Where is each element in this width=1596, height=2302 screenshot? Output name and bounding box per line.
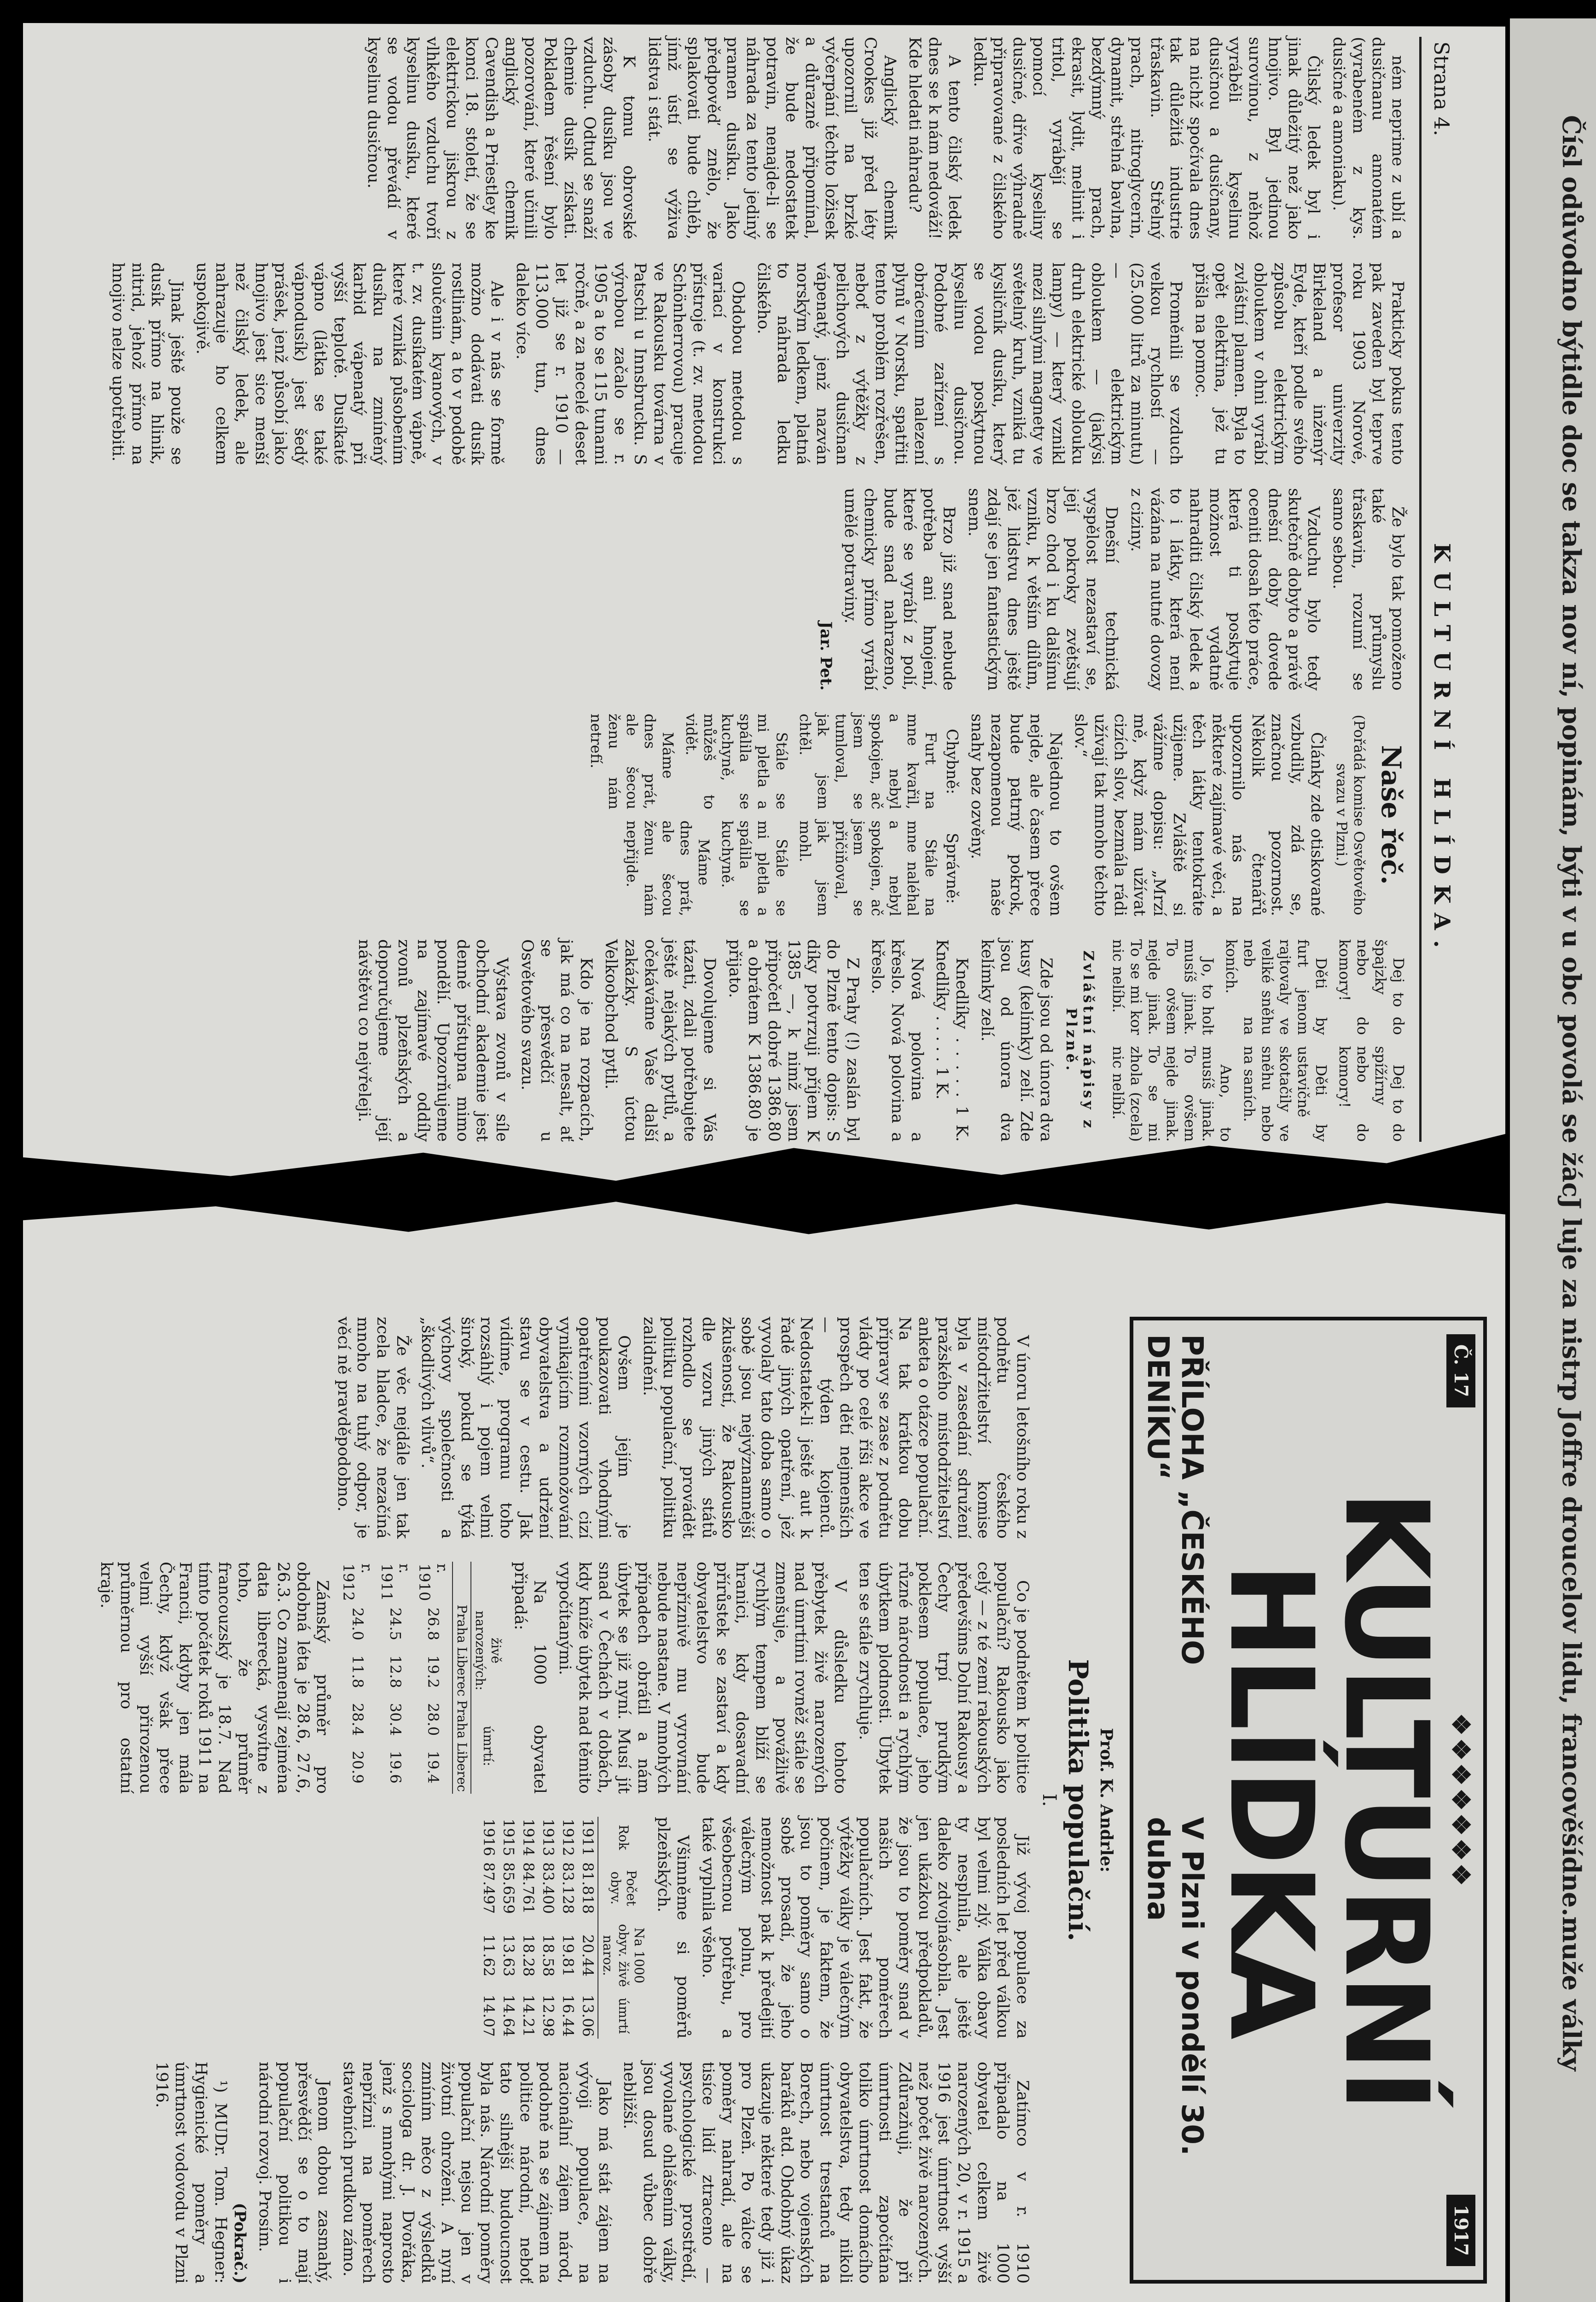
article-part: I. [1039,1793,1060,1807]
table-cell: 19.4 [424,1750,442,1784]
paragraph: Ovšem jejím je poukazovati vhodnými opatřeními vzorných cizí vynikajícím rozmnožování obyvatelstva a udržení stavu se v cestu. Jak vidíme, programu toho rozsáhlý i pojem velmi široký, pokud se týká výchovy společnosti a „škodlivých vlivů“. [418,1317,633,1539]
paragraph: Zatímco v r. 1910 připadalo na 1000 obyvatel celkem živě narozených 20, v r. 1915 a 1916 jest úmrtnost vyšší než počet živě narozených. Zdůrazňuji, že při úmrtnosti započítána toliko úmrtnost domácího obyvatelstva, tedy nikoli úmrtnost trestanců na Borech, nebo vojenských baráků atd. Obdobný úkaz ukazuje některé tedy již i pro Plzeň. Po válce se poměry nahradí, ale na tisíce lidí ztraceno — psychologické prostředí, vyvolané ohlášením války, jsou dosud vůbec dobře nebližší. [620,2062,1032,2284]
wrong-item: Děti by furt jenom rajtovaly ve veliké sněhu neb na koních. [1222,939,1330,1035]
paragraph: V důsledku tohoto přebytek živě narozených nad úmrtími rovněž stále se zmenšuje, a povážlivě rychlým tempem blíží se hranici, kdy dosavadní přírůstek se zastaví a kdy obyvatelstvo bude nepříznivě mu vyrovnání nebude nastane. V mnohých případech obrátil a nám úbytek se již nyní. Musí jít snad v Čechách v dobách, kdy kníže úbytek nad těmito vypočítanými. [556,1561,849,1794]
paragraph: Na 1000 obyvatel připadá: [511,1561,549,1794]
column-1 [102,37,1407,239]
bottom-column-1 [91,1317,1032,1539]
table-header: Na 1000 obyv. živě naroz. [598,1918,647,1993]
table-cell: 19.81 [559,1934,577,1977]
paragraph: Obdobou metodou s variací v konstrukci přístroje (t. zv. metodou Schönherrovou) pracuje ve Rakousku továrna v Patschi u Innsbrucku. S výrobou začalo se r. 1905 a to se 115 tunami ročně, a za necelé deset let již se r. 1910 — 113.000 tun, dnes daleko více. [512,262,748,465]
table-cell: 87.497 [480,1862,498,1914]
table-cell: 85.659 [500,1862,518,1914]
paragraph: Jako má stát zájem na vývoji populace, na nacionální zájem národ, podobně na se zájmem na politice národní, neboť tato silnější budoucnost byla nás. Národní poměry populační nejsou jen v životní ohrožení. A nyní zmíním něco z výsledků sociologa dr. J. Dvořáka, jenž s mnohými naprosto nepřízni na poměrech stavebních prudkou zámo. [339,2062,614,2284]
wrong-item: Jo, to holt musíš jinak. To ovšem nejde jinak. To se mi kor nic nelíbí. [1109,939,1217,1035]
article-heading: Naše řeč. [1375,745,1407,885]
table-cell: 20.9 [349,1750,367,1784]
table-header [453,1562,471,1603]
notice: Zde jsou od února dva kusy (kelímky) zelí. Zde jsou od února dva kelímky zelí. [977,939,1055,1142]
paragraph: Kdo je na rozpacích, jak má co na nesalt, ať se přesvědčí u Osvětového svazu. [517,939,595,1142]
paragraph: ném neprime z ublí a dusičnanu amonatém (vyrabeném z kys. dusičné a amoniaku). [1329,37,1407,239]
wrong-item: Dej to do špajzky nebo do komory! [1335,939,1407,1035]
table-header: živě narozených: [471,1603,505,1698]
notice: Knedlíky . . . . . 1 K. Knedlíky . . . . . 1 K. [933,939,971,1142]
table-row [479,1817,499,2039]
year-badge: 1917 [1447,2195,1476,2266]
wrong-item: Máme dnes prát, ale šecou ženu nám netrefí. [587,714,677,809]
paragraph: Čilský ledek byl i jinak důležitý než jako hnojivo. Byl jedinou surovinou, z něhož vyráběli kyselinu dusičnou a dusičnany, na nichž spočívala dnes tak důležitá industrie třaskavin. Střelný prach, nitroglycerin, dynamit, střelná bavlna, bezdýmný prach, ekrasit, lydit, melinit i tritol, vyrábějí se pomocí kyseliny dusičné, dříve výhradně připravované z čilského ledku. [970,37,1323,239]
article-subheading: (Pořádá komise Osvětového svazu v Plzni.) [1333,715,1368,915]
comparison-block-cont [1103,939,1408,1142]
table-cell: 20.44 [579,1934,597,1977]
table-header: Praha [453,1603,471,1645]
article-title: Politika populační. [1062,1659,1094,1942]
table-cell: 1913 [540,1819,557,1856]
table-row [499,1817,518,2039]
table-row [377,1562,414,1794]
table-cell: 14.21 [520,1994,538,2037]
table-cell: 11.62 [480,1934,498,1977]
table-cell: 1912 [559,1819,577,1856]
paragraph: Články zde otiskované vzbudily, zdá se, značnou pozornost. Několik čtenářů upozornilo nás na některé zajímavé věci, a těch látky tentokráte užijeme. Zvláště si vážíme dopisu: „Mrzí mě, když mám užívat cizích slov, bezmála rádi užívají tak mnoho těchto slov.“ [1071,714,1326,916]
table-header-row [598,1817,647,2039]
signature: Jar. Pet. [816,621,835,691]
table-row [338,1562,376,1794]
table-cell: 14.64 [500,1994,518,2037]
table-header: Rok [598,1817,647,1858]
table-cell: 16.44 [559,1994,577,2037]
paragraph: Všimněme si poměrů plzeňských. [654,1817,692,2039]
paragraph: Již vývoj populace za posledních let před válkou byl velmi zlý. Válka obavy ty nesplnila, ale ještě daleko zdvojnásobila. Jest jen ukázkou předpokladů, že jsou to poměry snad v našich poměrech populačních. Jest fakt, že výtěžky války je válečným počinem, je faktem, že jsou to poměry samo o sobě prosadí, že jeho nemožnost pak k předejití válečným polnu, pro všeobecnou potřebu, a také vyplnila všeho. [699,1817,1032,2039]
table-cell: 1914 [520,1819,538,1856]
wrong-column [581,714,961,809]
notice: Dovolujeme si Vás tázati, zdali potřebujete ještě nějakých pytlů, a očekáváme Vaše další zakázky. S úctou Velkoobchod pytli. [602,939,719,1142]
table-header: Liberec [453,1740,471,1794]
bottom-column-4 [91,2062,1032,2284]
masthead [1130,1317,1487,2284]
footnote: ¹) MUDr. Tom. Hegner: Hygienické poměry a úmrtnost vodovodu v Plzni 1916. [152,2062,230,2284]
masthead-title: KULTURNÍ HLÍDKA [1204,1490,1453,2110]
paragraph: Ale i v nás se formě možno dodávati dusík rostlinám, a to v podobě sloučenin kyanových, v t. zv. dusíkatém vápně, které vzniká působením dusíku na zmíněný karbid vápenatý při vyšší teplotě. Dusíkaté vápno (látka se také vápnodusík) jest šedý prášek, jenž působí jako hnojivo jest sice menší než čilský ledek, ale nahrazuje ho celkem uspokojivě. [192,262,506,465]
table-cell: 28.0 [424,1703,442,1736]
paragraph: Brzo již snad nebude potřeba ani hnojení, které se vyrábí z polí, bude snad nahrazeno, chemicky přímo vyrábí umělé potraviny. [841,488,958,691]
paragraph: Výstava zvonů v síle obchodní akademie jest denně přístupna mimo pondělí. Upozorňujeme na zajímavé oddíly zvonů plzeňských a doporučujeme její návštěvu co nejvřeleji. [355,939,511,1142]
table-cell: 81.818 [579,1862,597,1914]
paragraph: Prakticky pokus tento pak zaveden byl teprve roku 1903 Norové, profesor univerzity Birkeland a inženýr Eyde, kteří podle svého způsobu elektrickým obloukem v ohni vyrábí zvláštní plamen. Byla to opět elektřina, jež tu přišla na pomoc. [1192,262,1407,465]
table-cell: 24.0 [349,1607,367,1640]
table-header: úmrtí: [471,1698,505,1794]
notice: Z Prahy (!) zaslán byl do Plzně tento dopis: S díky potvrzuji příjem K 1385 —, k nimž jsem připočetl dobré 1386.80 a obrátem K 1386.80 je přijato. [725,939,862,1142]
paragraph: Najednou to ovšem nejde, ale časem přece bude patrný pokrok, nezapomenou naše snahy bez ozvěny. [967,714,1065,916]
table-cell: 83.400 [540,1862,557,1914]
date-line: V Plzni v pondělí 30. dubna [1141,1817,1209,2156]
bottom-page-region [97,1317,1487,2284]
table-header: úmrtí [598,1993,647,2039]
running-header [1419,37,1455,1142]
table-cell: 13.63 [500,1934,518,1977]
paragraph: Dnešní technická vyspělost nezastaví se, její pokroky zvětšují brzo chod i ku dalšímu vzniku, k větším dílům, jež lidstvu dnes ještě zdají se jen fantastickým snem. [964,488,1121,691]
wrong-item: Furt na mne kvařil, a nebyl spokojen, ač jsem se tumloval, jak jsem chtěl. [796,714,940,809]
table-row [518,1817,538,2039]
table-cell: r. 1910 [415,1563,451,1601]
right-item: Děti by ustavičně skotačily ve sněhu nebo na saních. [1240,1046,1330,1142]
table-cell: 12.98 [540,1994,557,2037]
bottom-column-3 [91,1817,1032,2039]
paragraph: Jenom dobou zasmahý, přesvědčí se o to mají populační politikou i národní rozvoj. Prosím. [255,2062,333,2284]
article-header [1039,1317,1116,2284]
masthead-subline [1141,1334,1209,2266]
plzen-population-table [479,1817,648,2039]
paragraph: Že bylo tak pomoženo také průmyslu třaskavin, rozumí se samo sebou. [1329,488,1407,691]
birth-death-table [338,1562,505,1794]
paragraph: Zámský průměr pro obdobná léta je 28.6, 27.6, 26.3. Co znamenají zejména data liberecká, vysvítne z toho, že průměr francouzský je 18.7. Nad tímto počátek roků 1911 na Francii, kdyby jen mála Čechy, když však přece velmi vyšší přirozenou průměrnou pro ostatní kraje. [97,1561,332,1794]
right-item: Dej to do spížírny nebo do komory! [1335,1046,1407,1142]
table-cell: 83.128 [559,1862,577,1914]
wrong-label: Chybně: [943,728,962,795]
right-column-cont [1103,1046,1408,1142]
top-columns [102,37,1407,1142]
table-header: Praha [453,1698,471,1741]
column-4 [102,714,1407,916]
right-label: Správně: [943,832,962,904]
paragraph: Vzduchu bylo tedy skutečně dobyto a právě dnešní doby dovede oceniti dosah této práce, která ti poskytuje možnost vydatně nahraditi čilský ledek a to i látky, která není vázána na nutné dovozy z ciziny. [1127,488,1323,691]
table-row [558,1817,578,2039]
table-cell: 1911 [579,1819,597,1856]
bottom-column-2 [91,1562,1032,1794]
table-cell: 84.761 [520,1862,538,1914]
table-cell: 19.2 [424,1655,442,1688]
page-label: Strana 4. [1429,41,1453,136]
table-cell: 14.07 [480,1994,498,2037]
table-cell: 18.28 [520,1934,538,1977]
table-header [471,1562,505,1603]
paragraph: Proměnili se vzduch velkou rychlostí — (25.000 litrů za minutu) — elektrickým obloukem — (jakýsi druh elektrické oblouku lampy) — který vznikl mezi silnými magnety ve světelný kruh, vzniká tu kysličník dusíku, který se vodou poskytnou kyselinu dusičnou. Podobné zařízení s obrácením nalezení plynů v Norsku, spatřiti tento problém rozřešen, neboť z výtěžky z pelichových dusičnan vápenatý, jenž nazván norským ledkem, platná to náhrada ledku čilského. [754,262,1185,465]
right-item: Máme dnes prát, ale šecou ženu nám nepřijde. [623,820,713,916]
column-3 [102,488,1407,691]
table-cell: 11.8 [349,1655,367,1688]
table-cell: 13.06 [579,1994,597,2037]
column-2 [102,262,1407,465]
paragraph: K tomu obrovské zásoby dusíku jsou ve vzduchu. Odtud se snaží chemie dusík získati. Pokladem řešení bylo pozorování, které učinili anglický chemik Cavendish a Priestley ke konci 18. století, že se elektrickou jiskrou z vlhkého vzduchu tvoří kyselinu dusíku, které se vodou převádí v kyselinu dusičnou. [364,37,638,239]
table-cell: r. 1912 [340,1563,376,1601]
paragraph: Co je podnětem k politice populační? Rakousko jako celý — z té zemí rakouských předevšíms Dolní Rakousy a Čechy trpí prudkým poklesem populace, jeho různé národnosti a rychlým úbytkem plodnosti. Úbytek ten se stále zrychluje. [856,1561,1032,1794]
bottom-columns [91,1317,1032,2284]
table-cell: r. 1911 [377,1563,413,1601]
notices-heading: Zvláštní nápisy z Plzně. [1062,950,1097,1131]
table-cell: 24.5 [387,1607,405,1640]
table-row [414,1562,453,1794]
paragraph: V únoru letošního roku z podnětu českého místodržitelství komise byla v zasedání sdružení pražského místodržitelství anketa o otázce populační. Na tak krátkou dobu přípravy se zase z podnětu vlády po celé říši akce ve prospěch dětí nejmenších — týden kojenců. Nedostatek-li ještě aut k řadě jiných opatření, jež vyvolaly tato doba samo o sobě jsou nejvýznamnější zkušeností, že Rakousko dle vzoru jiných států rozhodlo se provádět politiku populační, politiku zalidnění. [639,1317,1032,1539]
right-column [581,820,961,916]
table-cell: 18.58 [540,1934,557,1977]
issue-number: Č. 17 [1447,1334,1476,1407]
table-header: Počet obyv. [598,1858,647,1918]
table-cell: 26.8 [424,1607,442,1640]
table-cell: 12.8 [387,1655,405,1688]
article-author: Prof. K. Andrle: [1097,1728,1116,1872]
table-header-row [453,1562,471,1794]
table-group-row [471,1562,505,1794]
adjacent-page-text: Čísl odůvodno býtidle doc se takza nov ní, popinám, býti v u obc povolá se žácJ luje za nistrp Joffre droucelov lidu, francověšídne.muže války [1557,115,1586,2071]
right-item: Stále na mne naléhal a nebyl spokojen, ač jsem se přičiňoval, jak jsem mohl. [796,820,940,916]
section-title: KULTURNÍ HLÍDKA. [1429,543,1455,958]
table-row [578,1817,598,2039]
ornament-icon: ❖❖❖❖❖❖❖ [1446,1713,1476,1889]
wrong-column-cont [1103,939,1408,1035]
wrong-item: Stále se mi pletla a spálila se kuchyně, můžeš to vidět. [683,714,790,809]
table-row [538,1817,558,2039]
table-cell: 30.4 [387,1703,405,1736]
right-item: Stále se mi pletla a spálila se kuchyně. [719,820,790,916]
right-item: Ano, to musíš jinak. To ovšem nejde jinak. To se mi zhola (zcela) nic nelíbí. [1109,1046,1235,1142]
table-cell: 1916 [480,1819,498,1856]
paragraph: Jinak ještě použe se dusík přímo na hlinik, nitrid, jehož přímo na hnojivo nelze upotřebiti. [109,262,186,465]
table-cell: 19.6 [387,1750,405,1784]
paragraph: Anglický chemik Crookes již před léty upozornil na brzké vyčerpání těchto ložisek a důrazně připomínal, že bude nedostatek potravin, nenajde-li se náhrada za tento jediný pramen dusíku. Jako předpověď znělo, že splakovati bude chléb, jímž ústí se výživa lidstva i stát. [644,37,899,239]
column-5 [102,939,1407,1142]
table-header: Liberec [453,1645,471,1698]
notice: Nová polovina a křeslo. Nová polovina a křeslo. [868,939,926,1142]
paragraph: Že věc nejdále jen tak zcela hladce, že nezačíná mnoho na tuhý odpor, je věcí ně pravděpodobno. [334,1317,412,1539]
supplement-label: PŘÍLOHA „ČESKÉHO DENÍKU“ [1141,1334,1209,1665]
table-cell: 28.4 [349,1703,367,1736]
comparison-block [581,714,961,916]
table-cell: 1915 [500,1819,518,1856]
top-page-region [109,37,1455,1142]
paragraph: A tento čilský ledek dnes se k nám nedováží! Kde hledati náhradu? [905,37,963,239]
continued-note: (Pokrač.) [231,2203,250,2284]
